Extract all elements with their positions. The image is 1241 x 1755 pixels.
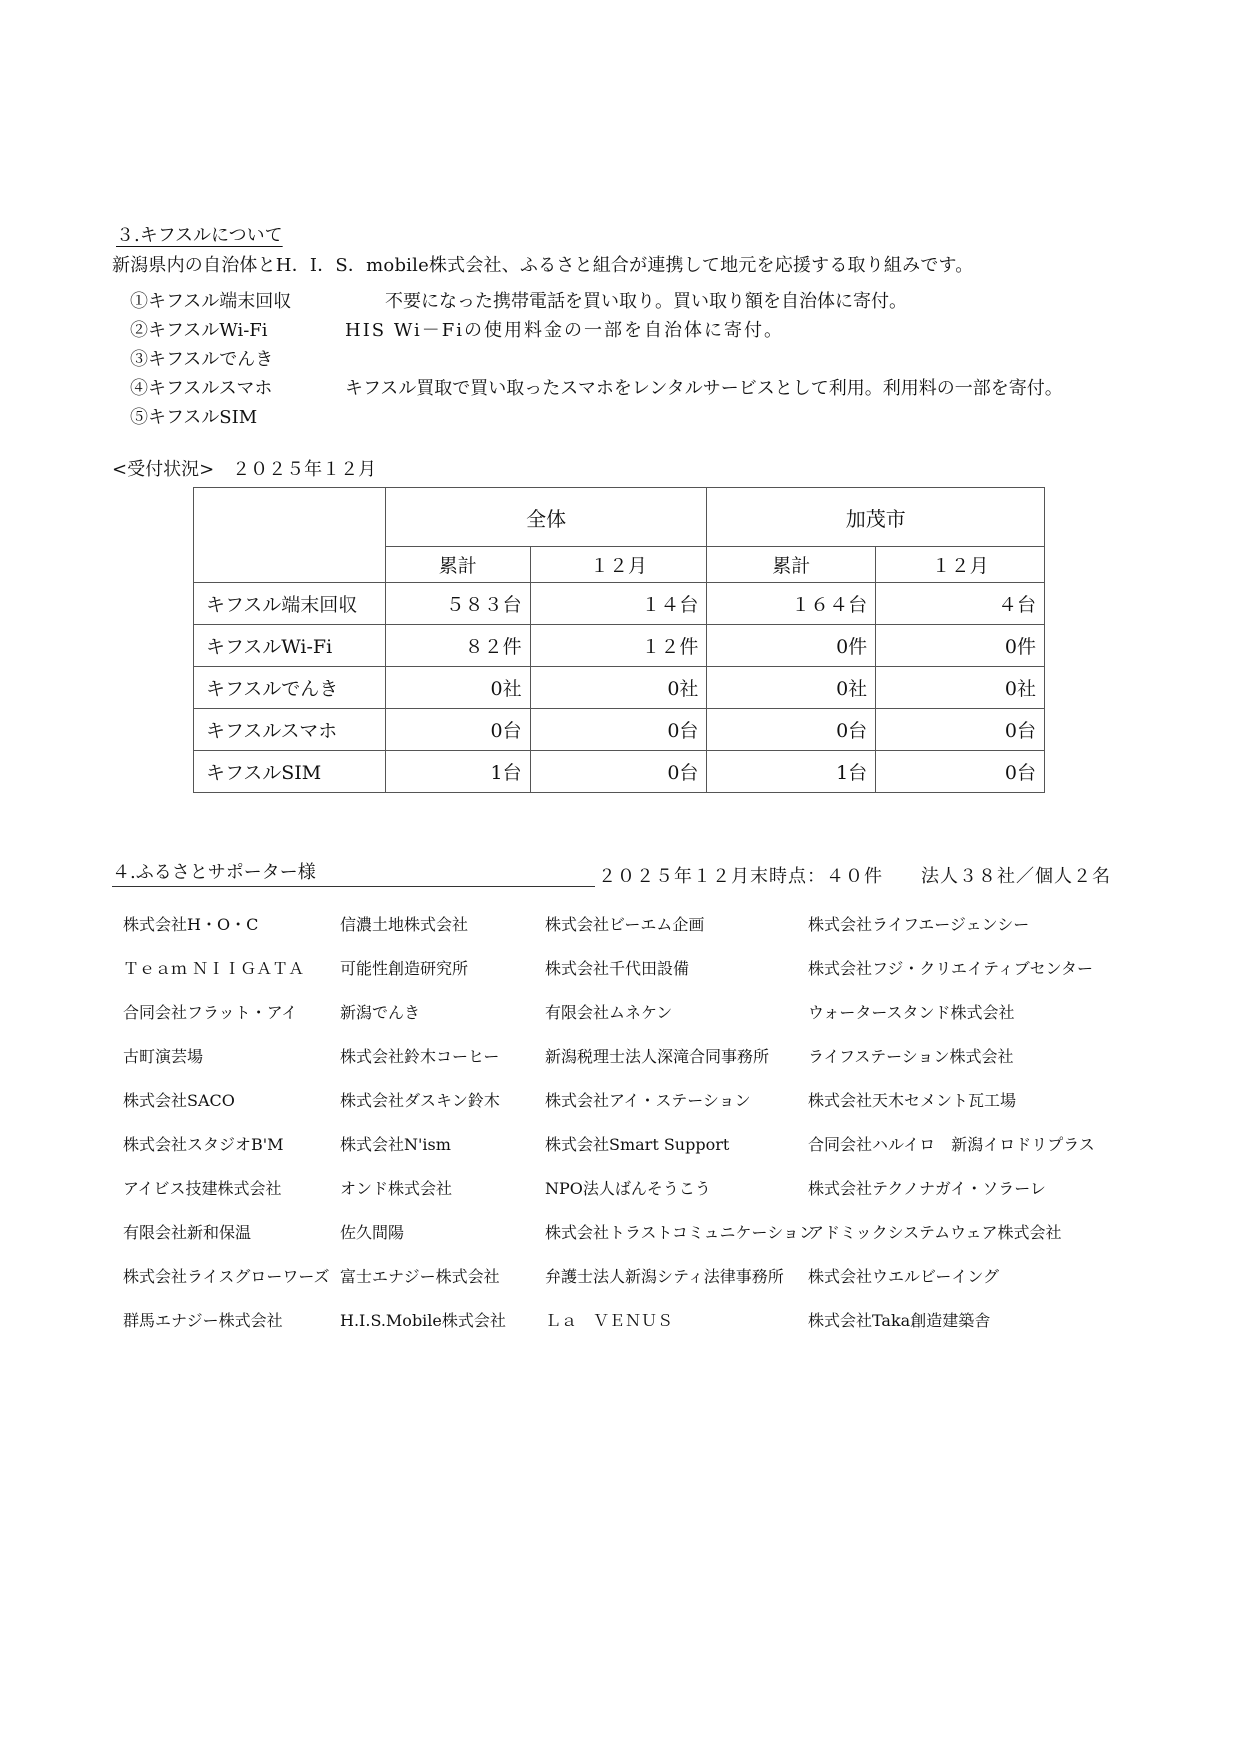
item-label: ①キフスル端末回収 (130, 291, 292, 312)
cell-value: 0台 (530, 709, 707, 751)
supporter-name: 株式会社鈴木コーヒー (340, 1047, 500, 1066)
table-corner-cell (194, 488, 386, 583)
cell-value: 0台 (876, 751, 1045, 793)
reception-table (193, 487, 1045, 793)
table-row (194, 625, 1045, 667)
supporter-name: 株式会社Taka創造建築舎 (808, 1311, 991, 1330)
supporter-name: 古町演芸場 (123, 1047, 204, 1066)
supporter-name: 株式会社ビーエム企画 (545, 915, 705, 934)
cell-value: 0台 (876, 709, 1045, 751)
row-label: キフスルスマホ (194, 709, 386, 751)
cell-value: 0台 (530, 751, 707, 793)
cell-value: １４台 (530, 583, 707, 625)
supporter-name: H.I.S.Mobile株式会社 (340, 1311, 506, 1330)
group-header-overall: 全体 (385, 488, 707, 547)
item-desc: 不要になった携帯電話を買い取り。買い取り額を自治体に寄付。 (385, 291, 907, 312)
supporter-name: 株式会社アイ・ステーション (545, 1091, 751, 1110)
cell-value: 0社 (707, 667, 876, 709)
reception-title: <受付状況> ２０２５年１２月 (112, 459, 377, 480)
supporter-name: 信濃土地株式会社 (340, 915, 469, 934)
table-row (194, 751, 1045, 793)
item-label: ⑤キフスルSIM (130, 407, 258, 428)
cell-value: 0件 (707, 625, 876, 667)
supporter-name: 佐久間陽 (340, 1223, 405, 1242)
cell-value: 1台 (707, 751, 876, 793)
item-desc: キフスル買取で買い取ったスマホをレンタルサービスとして利用。利用料の一部を寄付。 (345, 378, 1063, 399)
table-row (194, 583, 1045, 625)
cell-value: 0社 (876, 667, 1045, 709)
group-header-kamo: 加茂市 (707, 488, 1045, 547)
supporter-name: 株式会社ライフエージェンシー (808, 915, 1030, 934)
supporter-name: 株式会社ウエルビーイング (808, 1267, 1000, 1286)
supporter-name: 株式会社Smart Support (545, 1135, 730, 1154)
sub-header: １２月 (530, 547, 707, 583)
cell-value: 1台 (385, 751, 530, 793)
sub-header: １２月 (876, 547, 1045, 583)
supporter-name: 株式会社スタジオB'M (123, 1135, 284, 1154)
supporter-name: 株式会社SACO (123, 1091, 235, 1110)
supporter-name: 株式会社H・O・C (123, 915, 259, 934)
supporter-name: 有限会社新和保温 (123, 1223, 252, 1242)
section3-heading: ３.キフスルについて (116, 225, 283, 246)
supporter-summary: ２０２５年１２月末時点：４０件 法人３８社／個人２名 (598, 866, 1111, 887)
section3-intro: 新潟県内の自治体とH．I．S．mobile株式会社、ふるさと組合が連携して地元を応援する取り組みです。 (112, 255, 974, 276)
cell-value: ８２件 (385, 625, 530, 667)
row-label: キフスルでんき (194, 667, 386, 709)
cell-value: １６４台 (707, 583, 876, 625)
section4-heading: ４.ふるさとサポーター様 (112, 862, 595, 887)
supporter-name: 有限会社ムネケン (545, 1003, 673, 1022)
supporter-name: 株式会社ライスグローワーズ (123, 1267, 330, 1286)
supporter-name: 株式会社トラストコミュニケーション (545, 1223, 815, 1242)
row-label: キフスルWi-Fi (194, 625, 386, 667)
table-row (194, 709, 1045, 751)
supporter-name: 株式会社天木セメント瓦工場 (808, 1091, 1017, 1110)
supporter-name: 合同会社ハルイロ 新潟イロドリプラス (808, 1135, 1095, 1154)
item-label: ④キフスルスマホ (130, 378, 273, 399)
supporter-name: ライフステーション株式会社 (808, 1047, 1014, 1066)
item-label: ③キフスルでんき (130, 349, 274, 370)
supporter-name: 株式会社N'ism (340, 1135, 451, 1154)
supporter-name: Ｌａ ＶＥＮＵＳ (545, 1311, 674, 1330)
supporter-name: 可能性創造研究所 (340, 959, 469, 978)
supporter-name: 株式会社フジ・クリエイティブセンター (808, 959, 1093, 978)
supporter-name: アイビス技建株式会社 (123, 1179, 282, 1198)
table-group-header-row (194, 488, 1045, 547)
supporter-name: ウォータースタンド株式会社 (808, 1003, 1015, 1022)
supporter-name: 群馬エナジー株式会社 (123, 1311, 283, 1330)
item-label: ②キフスルWi-Fi (130, 320, 268, 341)
cell-value: 0社 (530, 667, 707, 709)
supporter-name: 株式会社ダスキン鈴木 (340, 1091, 500, 1110)
supporter-name: アドミックシステムウェア株式会社 (808, 1223, 1062, 1242)
sub-header: 累計 (385, 547, 530, 583)
cell-value: ５８３台 (385, 583, 530, 625)
cell-value: 0社 (385, 667, 530, 709)
supporter-name: オンド株式会社 (340, 1179, 453, 1198)
cell-value: 0台 (707, 709, 876, 751)
row-label: キフスルSIM (194, 751, 386, 793)
supporter-name: 合同会社フラット・アイ (123, 1003, 298, 1022)
supporter-name: 新潟でんき (340, 1003, 421, 1022)
supporter-name: 弁護士法人新潟シティ法律事務所 (545, 1267, 784, 1286)
item-desc: HIS Wi－Fiの使用料金の一部を自治体に寄付。 (345, 320, 785, 341)
supporter-name: 新潟税理士法人深滝合同事務所 (545, 1047, 770, 1066)
sub-header: 累計 (707, 547, 876, 583)
supporter-name: 株式会社テクノナガイ・ソラーレ (808, 1179, 1046, 1198)
cell-value: 0台 (385, 709, 530, 751)
supporter-name: 富士エナジー株式会社 (340, 1267, 500, 1286)
cell-value: ４台 (876, 583, 1045, 625)
supporter-name: NPO法人ばんそうこう (545, 1179, 711, 1198)
row-label: キフスル端末回収 (194, 583, 386, 625)
table-row (194, 667, 1045, 709)
supporter-name: 株式会社千代田設備 (545, 959, 690, 978)
cell-value: 0件 (876, 625, 1045, 667)
supporter-name: Ｔｅａｍ ＮＩＩＧＡＴＡ (123, 959, 305, 978)
cell-value: １２件 (530, 625, 707, 667)
